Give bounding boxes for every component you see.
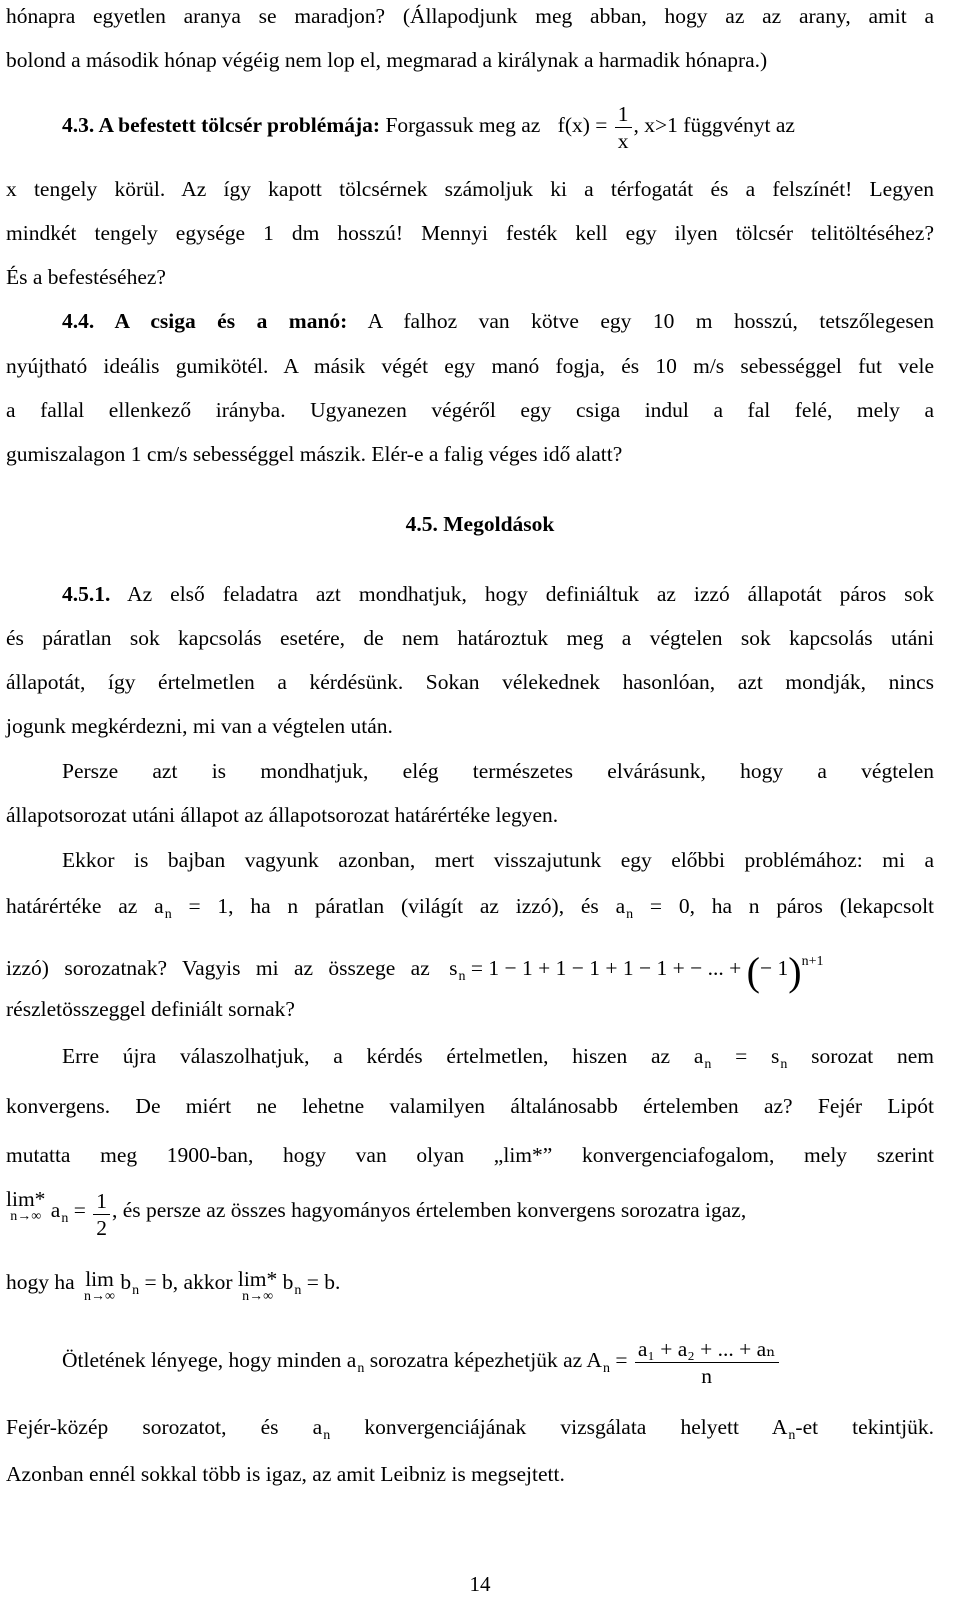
section-4-5-1 (62, 580, 934, 608)
section-4-3 (62, 100, 934, 153)
text-line: Fejér-közép sorozatot, és $a_n$ konvergenciájának vizsgálata helyett $A_n-et$ tekintjük. (6, 1415, 934, 1443)
text-line: hogy ha lim n→∞ $b_n = b$, akkor lim* n→∞ $b_n = b$. (6, 1267, 341, 1304)
fraction: $\frac{1}{x}$ (615, 101, 632, 154)
text-line: Ötletének lényege, hogy minden $a_n$ sorozatra képezhetjük az $A_n$ = $\frac{\text{a₁ + a₂ + ... + aₙ}}{n}$ (62, 1330, 934, 1390)
text-line: És a befestéséhez? (6, 265, 166, 289)
section-number: 4.5.1. (62, 582, 111, 606)
section-number: 4.3. A befestett tölcsér problémája: (62, 113, 381, 137)
text-line: Persze azt is mondhatjuk, elég természetes elvárásunk, hogy a végtelen (62, 759, 934, 783)
section-number: 4.4. A csiga és a manó: (62, 309, 348, 333)
limit: lim n→∞ (84, 1267, 116, 1304)
text-line: Azonban ennél sokkal több is igaz, az amit Leibniz is megsejtett. (6, 1462, 565, 1486)
text-line: bolond a második hónap végéig nem lop el, megmarad a királynak a harmadik hónapra.) (6, 48, 768, 72)
fraction: $\frac{\text{a₁ + a₂ + ... + aₙ}}{n}$ (635, 1336, 779, 1389)
fraction: $\frac{1}{2}$ (93, 1188, 110, 1241)
text-line: hónapra egyetlen aranya se maradjon? (Állapodjunk meg abban, hogy az az arany, amit a (6, 4, 934, 28)
text-line: állapotát, így értelmetlen a kérdésünk. Sokan vélekednek hasonlóan, azt mondják, nincs (6, 670, 934, 694)
text-line: gumiszalagon 1 cm/s sebességgel mászik. Elér-e a falig véges idő alatt? (6, 442, 623, 466)
series-formula: $s_n = 1 - 1 + 1 - 1 + 1 - 1$ + − ... + (− 1)$^{n+1}$ (449, 949, 824, 994)
section-4-4 (62, 307, 934, 335)
text-line: mutatta meg 1900-ban, hogy van olyan „lim*” konvergenciafogalom, mely szerint (6, 1143, 934, 1167)
text-line: jogunk megkérdezni, mi van a végtelen után. (6, 714, 393, 738)
formula: f(x) = (557, 113, 608, 137)
text-line: lim* n→∞ $a_n$ = $\frac{1}{2}$ , és persze az összes hagyományos értelemben konvergens sorozatra igaz, (6, 1187, 747, 1240)
page-number: 14 (469, 1572, 491, 1596)
text-line: Erre újra válaszolhatjuk, a kérdés értelmetlen, hiszen az $a_n = s_n$ sorozat nem (62, 1044, 935, 1072)
text-line: állapotsorozat utáni állapot az állapotsorozat határértéke legyen. (6, 803, 559, 827)
text: , x>1 függvényt az (633, 113, 795, 137)
text-line: és páratlan sok kapcsolás esetére, de nem határoztuk meg a végtelen sok kapcsolás utáni (6, 626, 934, 650)
section-heading: 4.5. Megoldások (405, 512, 555, 536)
limit: lim* n→∞ (6, 1187, 46, 1224)
text-line: a fallal ellenkező irányba. Ugyanezen végéről egy csiga indul a fal felé, mely a (6, 398, 934, 422)
text-line: részletösszeggel definiált sornak? (6, 997, 295, 1021)
limit: lim* n→∞ (237, 1267, 278, 1304)
text-line: határértéke az $a_n = 1$, ha n páratlan (világít az izzó), és $a_n = 0$, ha n páros (lekapcsolt (6, 894, 935, 922)
text-line: mindkét tengely egysége 1 dm hosszú! Mennyi festék kell egy ilyen tölcsér telitöltéséhez? (6, 221, 934, 245)
text-line: x tengely körül. Az így kapott tölcsérnek számoljuk ki a térfogatát és a felszínét! Legyen (6, 177, 934, 201)
text-line: izzó) sorozatnak? Vagyis mi az összege az $s_n = 1 - 1 + 1 - 1 + 1 - 1$ + − ... + (− 1)$^{n+1}$ (6, 949, 824, 994)
text: Az első feladatra azt mondhatjuk, hogy definiáltuk az izzó állapotát páros sok (127, 582, 934, 606)
text-line: konvergens. De miért ne lehetne valamilyen általánosabb értelemben az? Fejér Lipót (6, 1094, 934, 1118)
text: Forgassuk meg az (385, 113, 541, 137)
text: A falhoz van kötve egy 10 m hosszú, tetszőlegesen (367, 309, 934, 333)
text-line: nyújtható ideális gumikötél. A másik végét egy manó fogja, és 10 m/s sebességgel fut vele (6, 354, 934, 378)
text-line: Ekkor is bajban vagyunk azonban, mert visszajutunk egy előbbi problémához: mi a (62, 848, 934, 872)
